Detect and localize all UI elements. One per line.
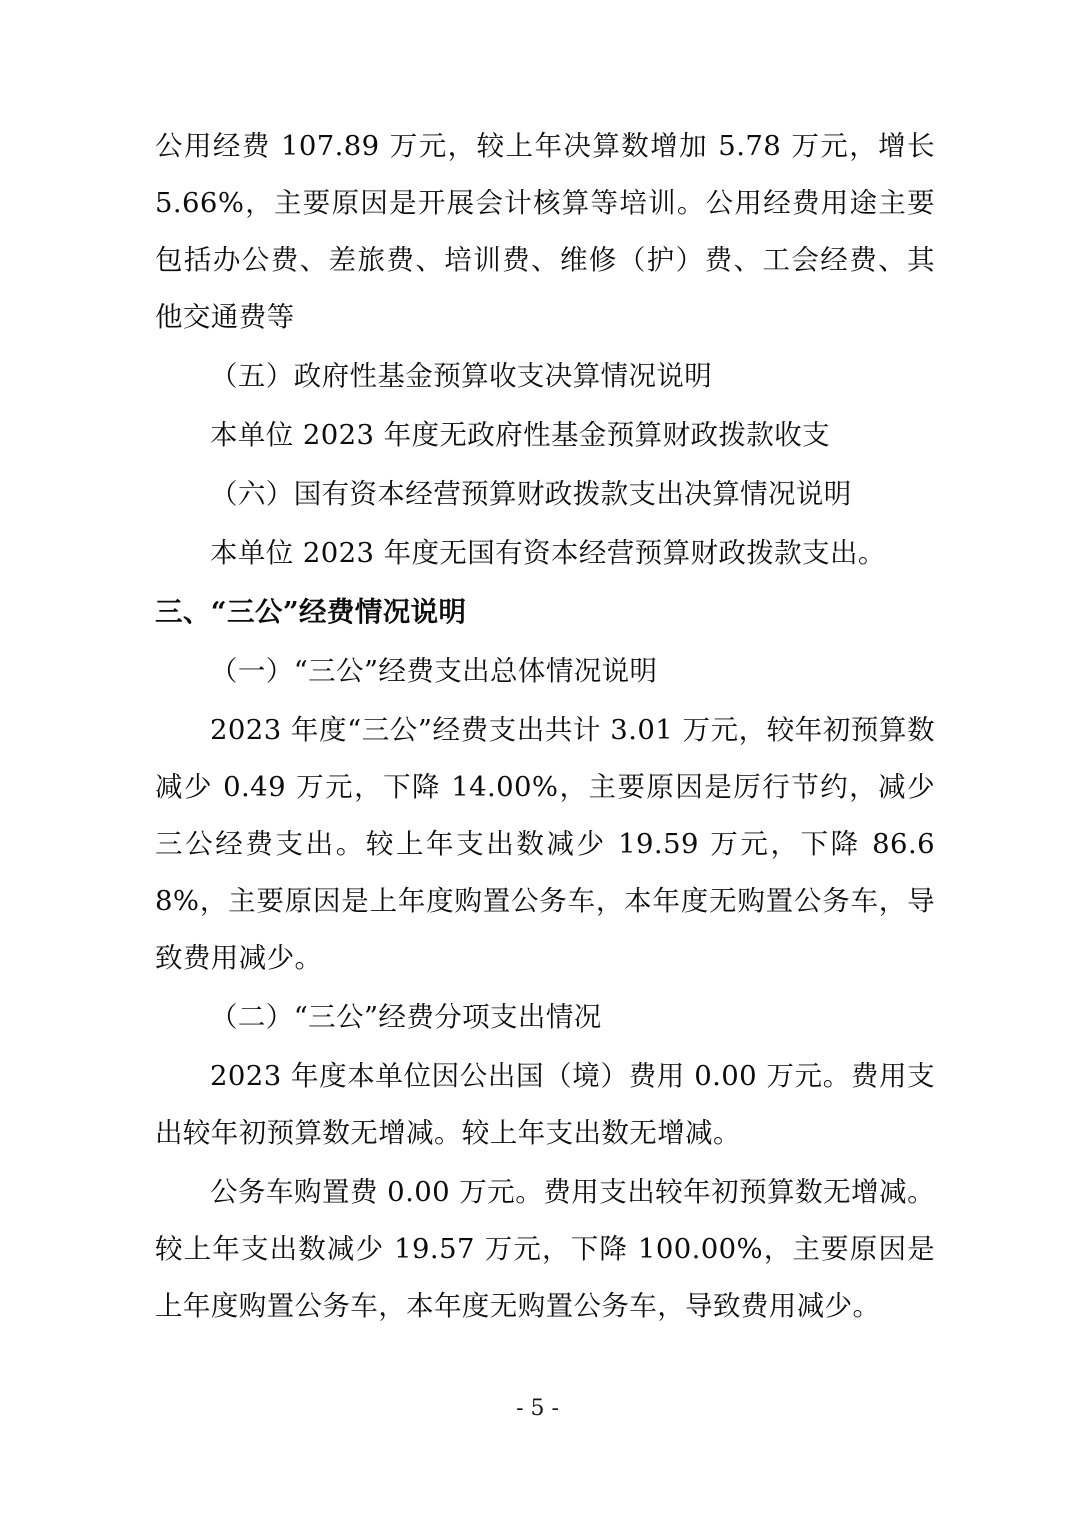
- page-number: - 5 -: [516, 1396, 559, 1421]
- paragraph-no-government-fund: 本单位 2023 年度无政府性基金预算财政拨款收支: [210, 419, 830, 451]
- paragraph-vehicle-purchase: 公务车购置费 0.00 万元。费用支出较年初预算数无增减。较上年支出数减少 19.57 万元，下降 100.00%，主要原因是上年度购置公务车，本年度无购置公务车，导致费用减少。: [155, 1176, 935, 1322]
- section-heading-three: 三、“三公”经费情况说明: [155, 596, 467, 628]
- subsection-heading-two: （二）“三公”经费分项支出情况: [210, 1001, 602, 1033]
- paragraph-three-public-total: 2023 年度“三公”经费支出共计 3.01 万元，较年初预算数减少 0.49 万元，下降 14.00%，主要原因是厉行节约，减少三公经费支出。较上年支出数减少 19.59 万元，下降 86.68%，主要原因是上年度购置公务车，本年度无购置公务车，导致费用减少。: [155, 714, 935, 974]
- subsection-heading-one: （一）“三公”经费支出总体情况说明: [210, 655, 658, 687]
- section-heading-five: （五）政府性基金预算收支决算情况说明: [210, 360, 713, 392]
- paragraph-abroad-expense: 2023 年度本单位因公出国（境）费用 0.00 万元。费用支出较年初预算数无增减。较上年支出数无增减。: [155, 1060, 935, 1149]
- paragraph-public-funds: 公用经费 107.89 万元，较上年决算数增加 5.78 万元，增长 5.66%，主要原因是开展会计核算等培训。公用经费用途主要包括办公费、差旅费、培训费、维修（护）费、工会经费、其他交通费等: [155, 130, 935, 333]
- section-heading-six: （六）国有资本经营预算财政拨款支出决算情况说明: [210, 478, 852, 510]
- document-body: [155, 118, 935, 1337]
- paragraph-no-state-capital: 本单位 2023 年度无国有资本经营预算财政拨款支出。: [210, 537, 886, 569]
